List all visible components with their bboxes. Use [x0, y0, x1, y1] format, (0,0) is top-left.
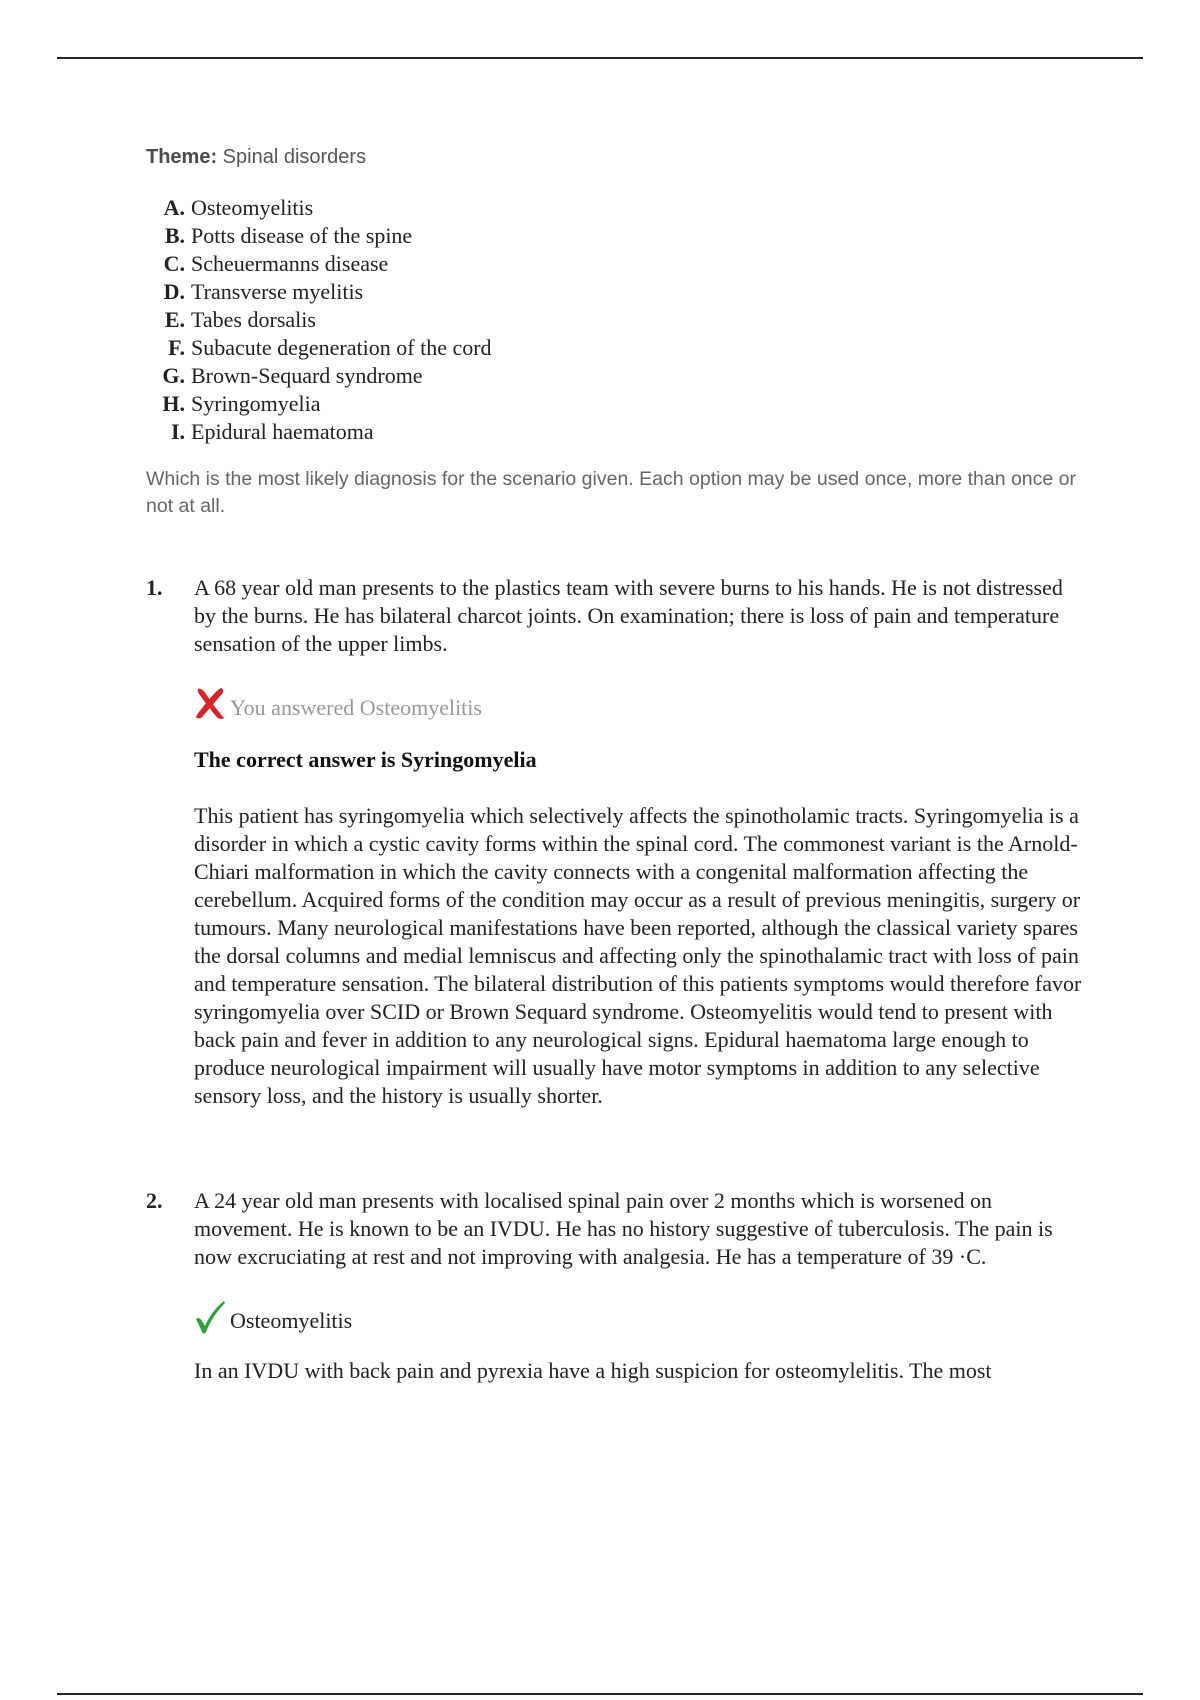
user-answer: You answered Osteomyelitis: [230, 695, 482, 720]
option-letter: G.: [162, 363, 185, 388]
question-number: 2.: [146, 1188, 163, 1213]
option-item: [146, 306, 492, 334]
question-2: [146, 1187, 1086, 1385]
option-item: [146, 250, 492, 278]
explanation-text: This patient has syringomyelia which selectively affects the spinotholamic tracts. Syringomyelia is a disorder in which a cystic cavity forms within the spinal cord. The commonest variant is the Arnold- Chiari malformation in which the cavity connects with a congenital malformation affecting the cerebellum. Acquired forms of the condition may occur as a result of previous meningitis, surgery or tumours. Many neurological manifestations have been reported, although the classical variety spares the dorsal columns and medial lemniscus and affecting only the spinothalamic tract with loss of pain and temperature sensation. The bilateral distribution of this patients symptoms would therefore favor syringomyelia over SCID or Brown Sequard syndrome. Osteomyelitis would tend to present with back pain and fever in addition to any neurological signs. Epidural haematoma large enough to produce neurological impairment will usually have motor symptoms in addition to any selective sensory loss, and the history is usually shorter.: [194, 803, 1082, 1108]
bottom-rule: [57, 1693, 1143, 1695]
option-item: [146, 334, 492, 362]
theme-line: [146, 143, 366, 171]
option-text: Scheuermanns disease: [191, 251, 389, 276]
check-icon-svg: [194, 1299, 226, 1335]
option-text: Epidural haematoma: [191, 419, 374, 444]
instructions: Which is the most likely diagnosis for the scenario given. Each option may be used once, more than once or not at all.: [146, 468, 1076, 517]
question-1: [146, 574, 1086, 1110]
option-item: [146, 222, 492, 250]
option-text: Potts disease of the spine: [191, 223, 413, 248]
question-body: [194, 574, 1086, 1110]
option-item: [146, 418, 492, 446]
option-letter: A.: [163, 195, 185, 220]
check-icon: [194, 1299, 226, 1335]
question-number: 1.: [146, 575, 163, 600]
cross-icon: [194, 686, 226, 722]
option-letter: D.: [163, 279, 185, 304]
option-letter: B.: [164, 223, 185, 248]
option-letter: H.: [162, 391, 185, 416]
question-stem: A 68 year old man presents to the plastics team with severe burns to his hands. He is not distressed by the burns. He has bilateral charcot joints. On examination; there is loss of pain and temperature sensation of the upper limbs.: [194, 575, 1063, 656]
options-list: [146, 194, 492, 446]
top-rule: [57, 57, 1143, 59]
explanation-text: In an IVDU with back pain and pyrexia have a high suspicion for osteomylelitis. The most: [194, 1358, 992, 1383]
option-item: [146, 278, 492, 306]
option-text: Osteomyelitis: [191, 195, 314, 220]
cross-icon-svg: [194, 686, 226, 722]
answer-result: [194, 684, 1086, 722]
option-letter: I.: [170, 419, 185, 444]
check-icon-stroke: [196, 1301, 225, 1334]
question-body: [194, 1187, 1086, 1385]
question-stem: A 24 year old man presents with localised spinal pain over 2 months which is worsened on movement. He is known to be an IVDU. He has no history suggestive of tuberculosis. The pain is now excruciating at rest and not improving with analgesia. He has a temperature of 39 ·C.: [194, 1188, 1053, 1269]
theme-value: Spinal disorders: [217, 146, 367, 168]
option-item: [146, 390, 492, 418]
option-text: Tabes dorsalis: [191, 307, 316, 332]
option-item: [146, 362, 492, 390]
option-text: Brown-Sequard syndrome: [191, 363, 423, 388]
user-answer: Osteomyelitis: [230, 1308, 353, 1333]
option-item: [146, 194, 492, 222]
option-text: Transverse myelitis: [191, 279, 364, 304]
option-letter: F.: [168, 335, 185, 360]
correct-answer-heading: The correct answer is Syringomyelia: [194, 747, 537, 772]
option-letter: E.: [164, 307, 185, 332]
option-text: Syringomyelia: [191, 391, 321, 416]
option-letter: C.: [163, 251, 185, 276]
theme-label: Theme:: [146, 146, 218, 168]
answer-result: [194, 1297, 1086, 1335]
option-text: Subacute degeneration of the cord: [191, 335, 492, 360]
